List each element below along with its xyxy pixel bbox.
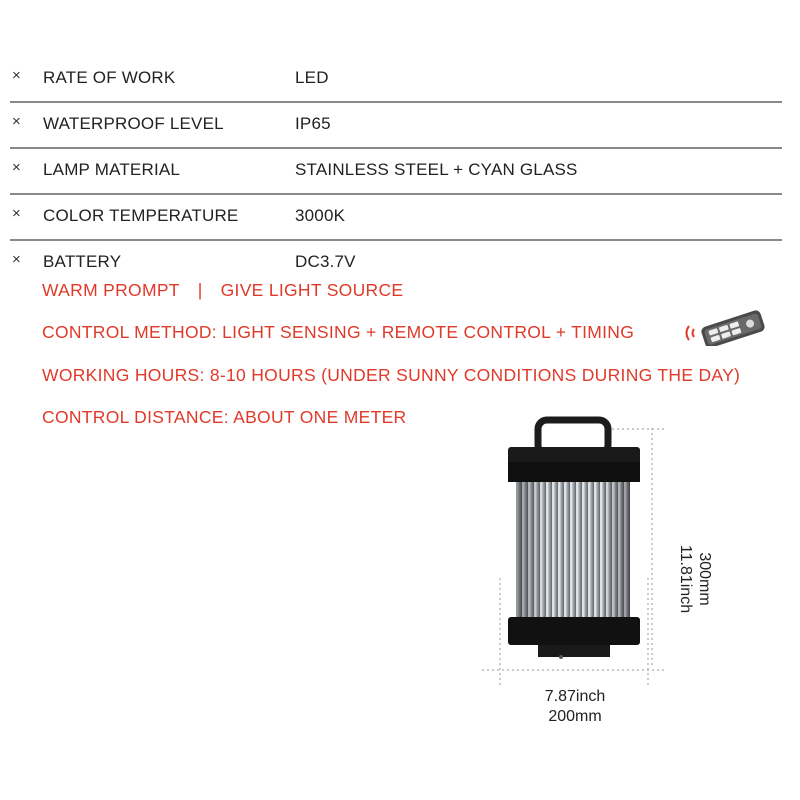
height-dimension [660, 530, 713, 614]
spec-value: STAINLESS STEEL + CYAN GLASS [295, 160, 578, 179]
spec-label: RATE OF WORK [43, 68, 176, 87]
control-method-text: CONTROL METHOD: LIGHT SENSING + REMOTE CONTROL + TIMING [42, 322, 635, 342]
working-hours-text: WORKING HOURS: 8-10 HOURS (UNDER SUNNY CONDITIONS DURING THE DAY) [42, 365, 741, 385]
spec-value: LED [295, 68, 329, 87]
width-dimension [520, 687, 630, 727]
separator: | [197, 280, 203, 300]
close-icon: × [12, 159, 21, 176]
spec-label: BATTERY [43, 252, 122, 271]
close-icon: × [12, 113, 21, 130]
width-inch: 7.87inch [544, 688, 606, 705]
spec-label: COLOR TEMPERATURE [43, 206, 239, 225]
close-icon: × [12, 205, 21, 222]
width-mm: 200mm [548, 708, 602, 725]
close-icon: × [12, 251, 21, 268]
close-icon: × [12, 67, 21, 84]
spec-value: DC3.7V [295, 252, 356, 271]
warm-prompt-label: WARM PROMPT [42, 280, 180, 300]
height-inch: 11.81inch [677, 544, 694, 614]
spec-label: LAMP MATERIAL [43, 160, 181, 179]
light-source-text: GIVE LIGHT SOURCE [220, 280, 404, 300]
control-distance-text: CONTROL DISTANCE: ABOUT ONE METER [42, 407, 407, 427]
height-mm: 300mm [696, 552, 713, 606]
spec-value: IP65 [295, 114, 331, 133]
spec-value: 3000K [295, 206, 346, 225]
spec-label: WATERPROOF LEVEL [43, 114, 224, 133]
